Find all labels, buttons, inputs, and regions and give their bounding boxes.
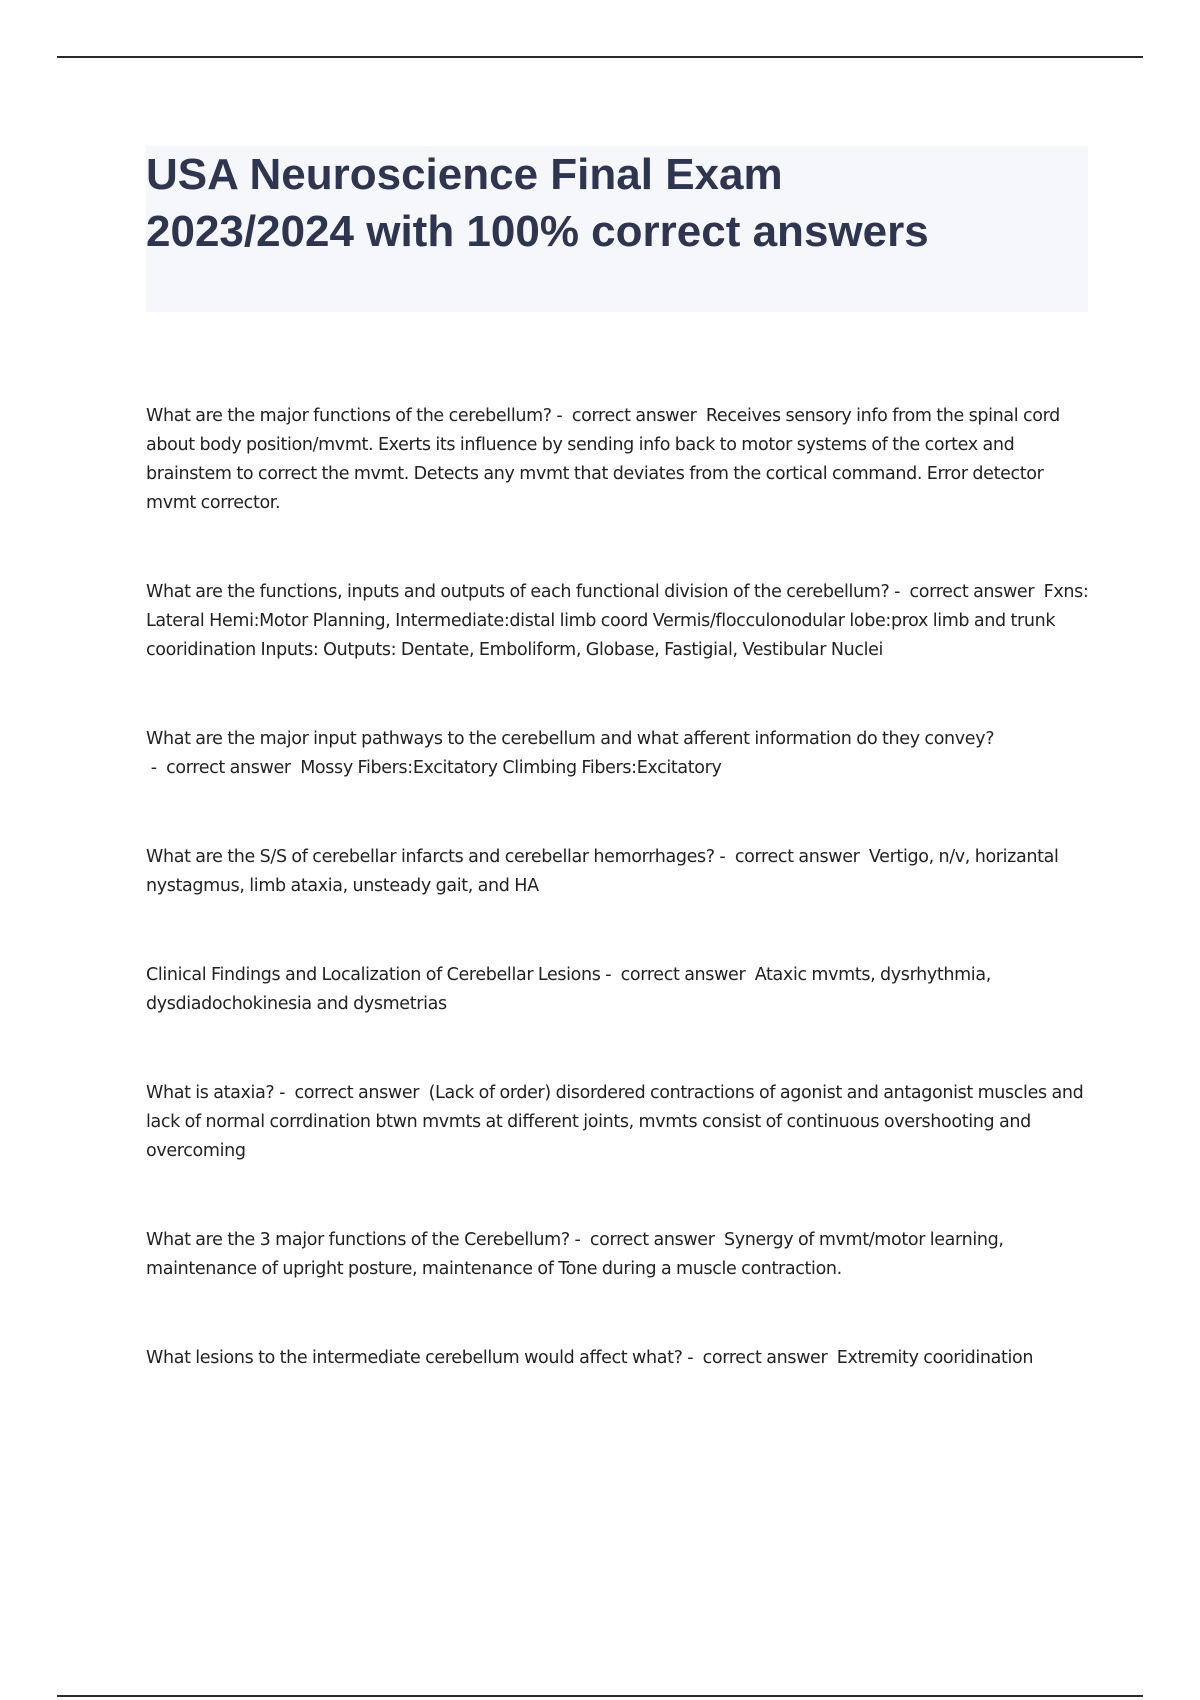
question-text: Clinical Findings and Localization of Cerebellar Lesions bbox=[146, 965, 601, 985]
answer-text: Receives sensory info from the spinal cord about body position/mvmt. Exerts its influence by sending info back to motor systems of the cortex and brainstem to correct the mvmt. Detects any mvmt that deviates from the cortical command. Error detector mvmt corrector. bbox=[146, 406, 1060, 513]
answer-separator: - correct answer bbox=[714, 847, 869, 867]
answer-separator: - correct answer bbox=[551, 406, 706, 426]
answer-text: Ataxic mvmts, dysrhythmia, dysdiadochokinesia and dysmetrias bbox=[146, 965, 991, 1014]
question-text: What is ataxia? bbox=[146, 1083, 275, 1103]
qa-item-6 bbox=[146, 1079, 1096, 1166]
qa-item-4 bbox=[146, 843, 1096, 901]
question-text: What are the functions, inputs and outputs of each functional division of the cerebellum? bbox=[146, 582, 890, 602]
qa-item-7 bbox=[146, 1226, 1096, 1284]
qa-item-5 bbox=[146, 961, 1096, 1019]
title-banner bbox=[146, 146, 1088, 312]
qa-item-1 bbox=[146, 402, 1096, 518]
top-rule bbox=[57, 56, 1143, 58]
answer-separator: - correct answer bbox=[682, 1348, 837, 1368]
document-title: USA Neuroscience Final Exam 2023/2024 with 100% correct answers bbox=[146, 150, 929, 256]
question-text: What lesions to the intermediate cerebellum would affect what? bbox=[146, 1348, 683, 1368]
answer-separator: - correct answer bbox=[569, 1230, 724, 1250]
bottom-rule bbox=[57, 1695, 1143, 1697]
question-text: What are the major input pathways to the cerebellum and what afferent information do they convey? bbox=[146, 729, 995, 749]
qa-list bbox=[146, 402, 1096, 1433]
answer-text: (Lack of order) disordered contractions of agonist and antagonist muscles and lack of normal corrdination btwn mvmts at different joints, mvmts consist of continuous overshooting and overcoming bbox=[146, 1083, 1084, 1161]
answer-separator: - correct answer bbox=[600, 965, 755, 985]
qa-item-8 bbox=[146, 1344, 1096, 1373]
question-text: What are the 3 major functions of the Cerebellum? bbox=[146, 1230, 570, 1250]
answer-text: Vertigo, n/v, horizantal nystagmus, limb ataxia, unsteady gait, and HA bbox=[146, 847, 1059, 896]
answer-text: Synergy of mvmt/motor learning, maintenance of upright posture, maintenance of Tone during a muscle contraction. bbox=[146, 1230, 1004, 1279]
qa-item-2 bbox=[146, 578, 1096, 665]
answer-text: Mossy Fibers:Excitatory Climbing Fibers:Excitatory bbox=[300, 758, 722, 778]
answer-text: Extremity cooridination bbox=[836, 1348, 1034, 1368]
question-text: What are the major functions of the cerebellum? bbox=[146, 406, 552, 426]
answer-separator: - correct answer bbox=[146, 758, 301, 778]
answer-text: Fxns: Lateral Hemi:Motor Planning, Intermediate:distal limb coord Vermis/flocculonodular lobe:prox limb and trunk cooridination Inputs: Outputs: Dentate, Emboliform, Globase, Fastigial, Vestibular Nuclei bbox=[146, 582, 1089, 660]
question-text: What are the S/S of cerebellar infarcts and cerebellar hemorrhages? bbox=[146, 847, 715, 867]
answer-separator: - correct answer bbox=[274, 1083, 429, 1103]
answer-separator: - correct answer bbox=[889, 582, 1044, 602]
qa-item-3 bbox=[146, 725, 1096, 783]
